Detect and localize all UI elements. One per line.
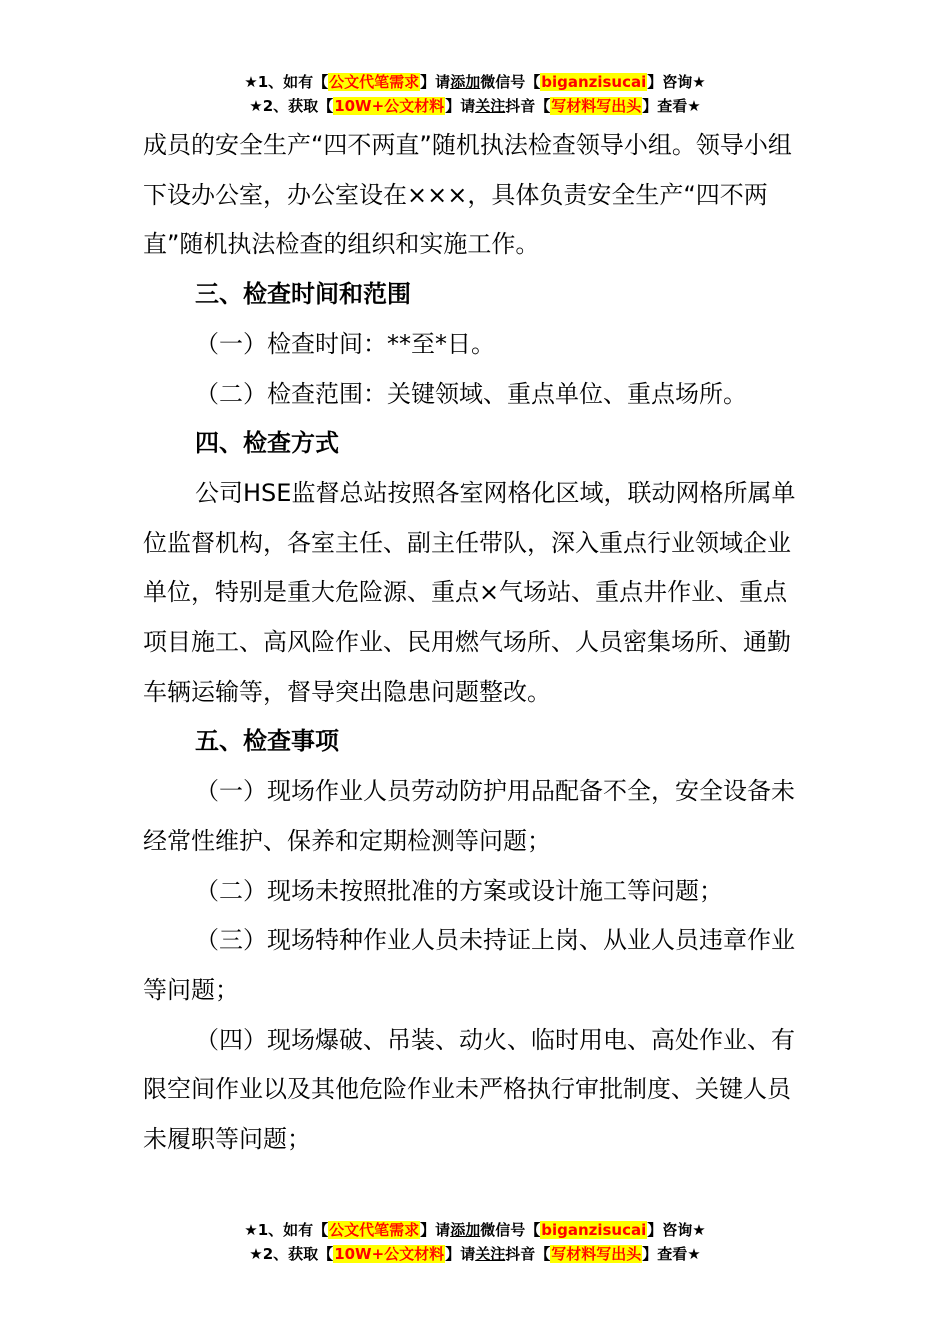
banner-highlight-wechat: biganzisucai [541,73,647,91]
paragraph-item-4: （四）现场爆破、吊装、动火、临时用电、高处作业、有限空间作业以及其他危险作业未严格执行审批制度、关键人员未履职等问题； [143,1025,795,1154]
paragraph-leading-group: 成员的安全生产“四不两直”随机执法检查领导小组。领导小组下设办公室，办公室设在×××，具体负责安全生产“四不两直”随机执法检查的组织和实施工作。 [143,131,792,259]
banner-highlight-service: 公文代笔需求 [329,73,420,91]
paragraph-item-3: （三）现场特种作业人员未持证上岗、从业人员违章作业等问题； [143,926,795,1004]
footer-highlight-service: 公文代笔需求 [329,1221,420,1239]
banner-highlight-materials: 10W+公文材料 [334,97,445,115]
section-heading-4: 四、检查方式 [195,429,339,458]
header-banner [0,70,950,118]
document-body [143,121,811,1165]
footer-banner-line-1: ★1、如有【公文代笔需求】请添加微信号【biganzisucai】咨询★ [244,1221,706,1239]
footer-highlight-materials: 10W+公文材料 [334,1245,445,1263]
paragraph-check-scope: （二）检查范围：关键领域、重点单位、重点场所。 [195,379,747,408]
paragraph-check-time: （一）检查时间：**至*日。 [195,329,495,358]
banner-highlight-douyin: 写材料写出头 [551,97,642,115]
footer-highlight-douyin: 写材料写出头 [551,1245,642,1263]
section-heading-3: 三、检查时间和范围 [195,280,411,309]
banner-line-2: ★2、获取【10W+公文材料】请关注抖音【写材料写出头】查看★ [249,97,701,115]
banner-line-1: ★1、如有【公文代笔需求】请添加微信号【biganzisucai】咨询★ [244,73,706,91]
footer-highlight-wechat: biganzisucai [541,1221,647,1239]
footer-banner-line-2: ★2、获取【10W+公文材料】请关注抖音【写材料写出头】查看★ [249,1245,701,1263]
section-heading-5: 五、检查事项 [195,727,339,756]
paragraph-item-1: （一）现场作业人员劳动防护用品配备不全，安全设备未经常性维护、保养和定期检测等问题； [143,777,795,855]
footer-banner [0,1218,950,1266]
paragraph-check-method: 公司HSE监督总站按照各室网格化区域，联动网格所属单位监督机构，各室主任、副主任带队，深入重点行业领域企业单位，特别是重大危险源、重点×气场站、重点井作业、重点项目施工、高风险作业、民用燃气场所、人员密集场所、通勤车辆运输等，督导突出隐患问题整改。 [143,478,796,706]
paragraph-item-2: （二）现场未按照批准的方案或设计施工等问题； [195,876,723,905]
